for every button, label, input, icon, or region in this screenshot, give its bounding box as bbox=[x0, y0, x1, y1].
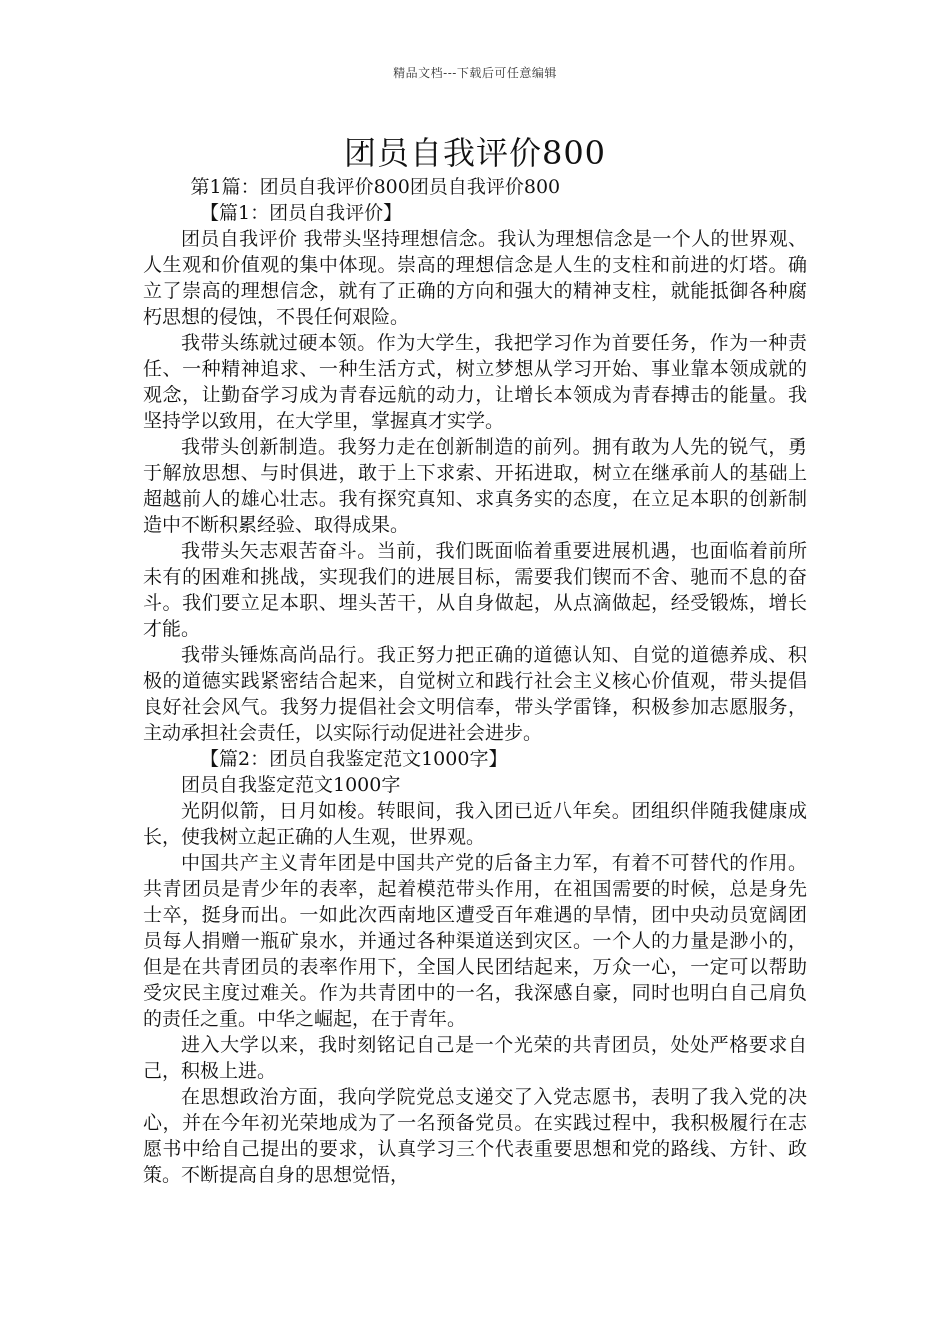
document-body bbox=[143, 174, 807, 1188]
document-subtitle: 第1篇：团员自我评价800团员自我评价800 bbox=[190, 176, 561, 198]
paragraph: 我带头练就过硬本领。作为大学生，我把学习作为首要任务，作为一种责任、一种精神追求、一种生活方式，树立梦想从学习开始、事业靠本领成就的观念，让勤奋学习成为青春远航的动力，让增长本领成为青春搏击的能量。我坚持学以致用，在大学里，掌握真才实学。 bbox=[143, 332, 807, 432]
paragraph: 我带头创新制造。我努力走在创新制造的前列。拥有敢为人先的锐气，勇于解放思想、与时俱进，敢于上下求索、开拓进取，树立在继承前人的基础上超越前人的雄心壮志。我有探究真知、求真务实的态度，在立足本职的创新制造中不断积累经验、取得成果。 bbox=[143, 436, 807, 536]
paragraph: 光阴似箭，日月如梭。转眼间，我入团已近八年矣。团组织伴随我健康成长，使我树立起正确的人生观，世界观。 bbox=[143, 800, 807, 848]
paragraph: 在思想政治方面，我向学院党总支递交了入党志愿书，表明了我入党的决心，并在今年初光荣地成为了一名预备党员。在实践过程中，我积极履行在志愿书中给自己提出的要求，认真学习三个代表重要思想和党的路线、方针、政策。不断提高自身的思想觉悟， bbox=[143, 1086, 807, 1186]
paragraph: 团员自我评价 我带头坚持理想信念。我认为理想信念是一个人的世界观、人生观和价值观的集中体现。崇高的理想信念是人生的支柱和前进的灯塔。确立了崇高的理想信念，就有了正确的方向和强大的精神支柱，就能抵御各种腐朽思想的侵蚀，不畏任何艰险。 bbox=[143, 228, 807, 328]
section-1-heading: 【篇1：团员自我评价】 bbox=[200, 202, 403, 224]
section-2-heading: 【篇2：团员自我鉴定范文1000字】 bbox=[200, 748, 508, 770]
document-title: 团员自我评价800 bbox=[343, 134, 607, 172]
paragraph: 进入大学以来，我时刻铭记自己是一个光荣的共青团员，处处严格要求自己，积极上进。 bbox=[143, 1034, 807, 1082]
paragraph: 我带头锤炼高尚品行。我正努力把正确的道德认知、自觉的道德养成、积极的道德实践紧密结合起来，自觉树立和践行社会主义核心价值观，带头提倡良好社会风气。我努力提倡社会文明信奉，带头学雷锋，积极参加志愿服务，主动承担社会责任，以实际行动促进社会进步。 bbox=[143, 644, 807, 744]
page-header: 精品文档---下载后可任意编辑 bbox=[393, 66, 557, 80]
paragraph: 我带头矢志艰苦奋斗。当前，我们既面临着重要进展机遇，也面临着前所未有的困难和挑战，实现我们的进展目标，需要我们锲而不舍、驰而不息的奋斗。我们要立足本职、埋头苦干，从自身做起，从点滴做起，经受锻炼，增长才能。 bbox=[143, 540, 807, 640]
paragraph: 中国共产主义青年团是中国共产党的后备主力军，有着不可替代的作用。共青团员是青少年的表率，起着模范带头作用，在祖国需要的时候，总是身先士卒，挺身而出。一如此次西南地区遭受百年难遇的旱情，团中央动员宽阔团员每人捐赠一瓶矿泉水，并通过各种渠道送到灾区。一个人的力量是渺小的，但是在共青团员的表率作用下，全国人民团结起来，万众一心，一定可以帮助受灾民主度过难关。作为共青团中的一名，我深感自豪，同时也明白自己肩负的责任之重。中华之崛起，在于青年。 bbox=[143, 852, 807, 1030]
section-2-subtitle: 团员自我鉴定范文1000字 bbox=[181, 774, 401, 796]
